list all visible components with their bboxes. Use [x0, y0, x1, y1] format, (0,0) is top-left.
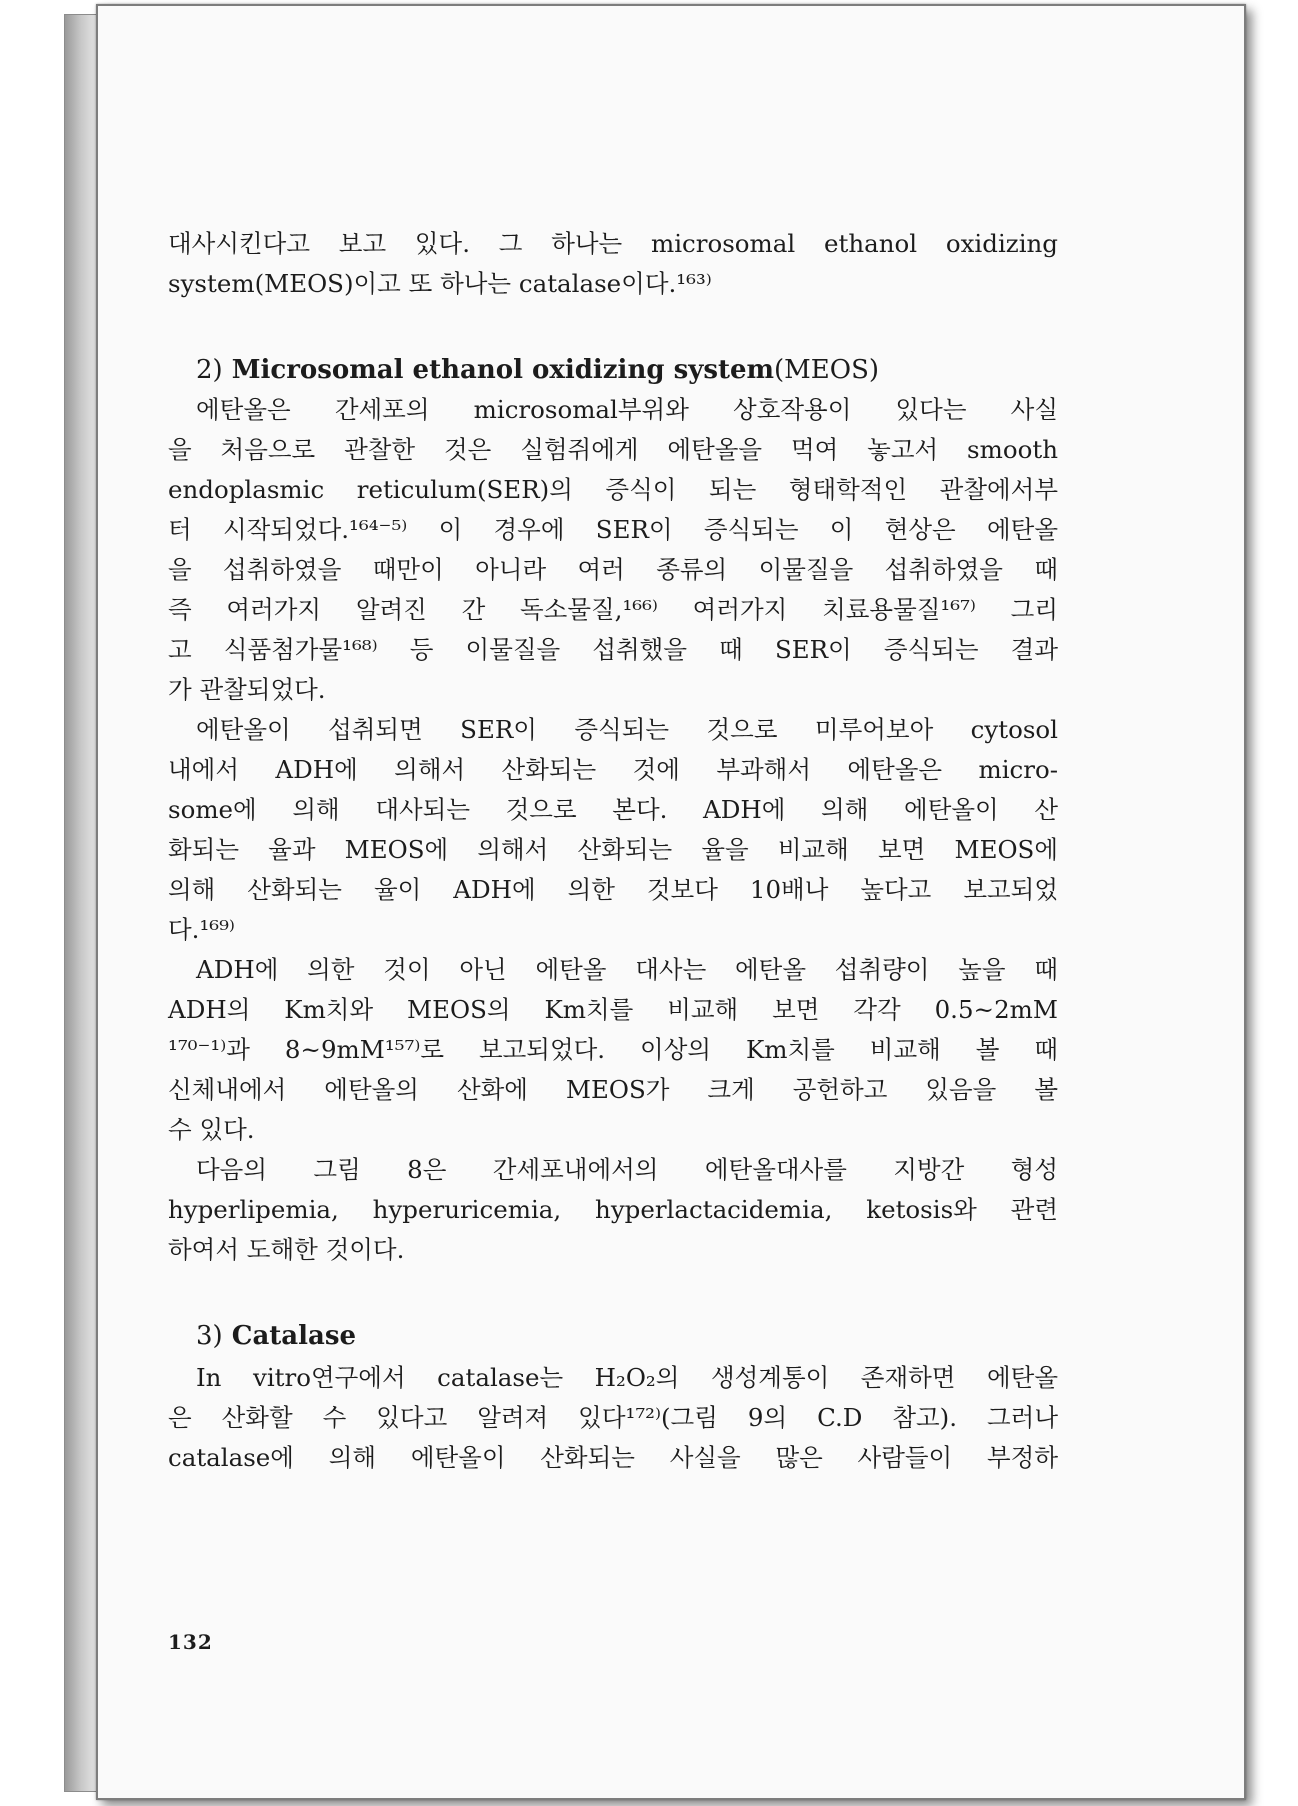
- text-line: 다음의 그림 8은 간세포내에서의 에탄올대사를 지방간 형성: [196, 1155, 1058, 1184]
- section-heading-catalase: [196, 1316, 356, 1356]
- text-line: 신체내에서 에탄올의 산화에 MEOS가 크게 공헌하고 있음을 볼: [168, 1075, 1058, 1104]
- section-heading-meos: [196, 350, 879, 390]
- section-title: Catalase: [231, 1321, 357, 1351]
- text-line: 을 섭취하였을 때만이 아니라 여러 종류의 이물질을 섭취하였을 때: [168, 555, 1058, 584]
- section-title: Microsomal ethanol oxidizing system: [231, 355, 775, 385]
- text-line: 은 산화할 수 있다고 알려져 있다¹⁷²⁾(그림 9의 C.D 참고). 그러나: [168, 1403, 1058, 1432]
- text-line: 에탄올은 간세포의 microsomal부위와 상호작용이 있다는 사실: [196, 395, 1058, 424]
- text-line: 대사시킨다고 보고 있다. 그 하나는 microsomal ethanol oxidizing: [168, 229, 1058, 258]
- text-line: catalase에 의해 에탄올이 산화되는 사실을 많은 사람들이 부정하: [168, 1443, 1058, 1472]
- text-line: 다.¹⁶⁹⁾: [168, 915, 235, 944]
- text-line: endoplasmic reticulum(SER)의 증식이 되는 형태학적인 관찰에서부: [168, 475, 1058, 504]
- text-line: 을 처음으로 관찰한 것은 실험쥐에게 에탄올을 먹여 놓고서 smooth: [168, 435, 1058, 464]
- section-title-suffix: (MEOS): [774, 355, 880, 385]
- text-line: system(MEOS)이고 또 하나는 catalase이다.¹⁶³⁾: [168, 269, 712, 298]
- text-line: 즉 여러가지 알려진 간 독소물질,¹⁶⁶⁾ 여러가지 치료용물질¹⁶⁷⁾ 그리: [168, 595, 1058, 624]
- text-line: In vitro연구에서 catalase는 H₂O₂의 생성계통이 존재하면 에탄올: [196, 1363, 1058, 1392]
- text-line: ADH의 Km치와 MEOS의 Km치를 비교해 보면 각각 0.5~2mM: [168, 995, 1058, 1024]
- text-line: ADH에 의한 것이 아닌 에탄올 대사는 에탄올 섭취량이 높을 때: [196, 955, 1058, 984]
- text-line: 에탄올이 섭취되면 SER이 증식되는 것으로 미루어보아 cytosol: [196, 715, 1058, 744]
- text-line: 터 시작되었다.¹⁶⁴⁻⁵⁾ 이 경우에 SER이 증식되는 이 현상은 에탄올: [168, 515, 1058, 544]
- text-line: 화되는 율과 MEOS에 의해서 산화되는 율을 비교해 보면 MEOS에: [168, 835, 1058, 864]
- section-number: 2): [196, 355, 223, 385]
- page-number: 132: [168, 1630, 213, 1654]
- text-line: 의해 산화되는 율이 ADH에 의한 것보다 10배나 높다고 보고되었: [168, 875, 1058, 904]
- text-line: 하여서 도해한 것이다.: [168, 1235, 405, 1264]
- text-line: ¹⁷⁰⁻¹⁾과 8~9mM¹⁵⁷⁾로 보고되었다. 이상의 Km치를 비교해 볼 때: [168, 1035, 1058, 1064]
- text-line: 가 관찰되었다.: [168, 675, 326, 704]
- text-line: some에 의해 대사되는 것으로 본다. ADH에 의해 에탄올이 산: [168, 795, 1058, 824]
- section-number: 3): [196, 1321, 223, 1351]
- text-line: 고 식품첨가물¹⁶⁸⁾ 등 이물질을 섭취했을 때 SER이 증식되는 결과: [168, 635, 1058, 664]
- text-line: 수 있다.: [168, 1115, 255, 1144]
- text-line: hyperlipemia, hyperuricemia, hyperlactacidemia, ketosis와 관련: [168, 1195, 1058, 1224]
- text-line: 내에서 ADH에 의해서 산화되는 것에 부과해서 에탄올은 micro-: [168, 755, 1058, 784]
